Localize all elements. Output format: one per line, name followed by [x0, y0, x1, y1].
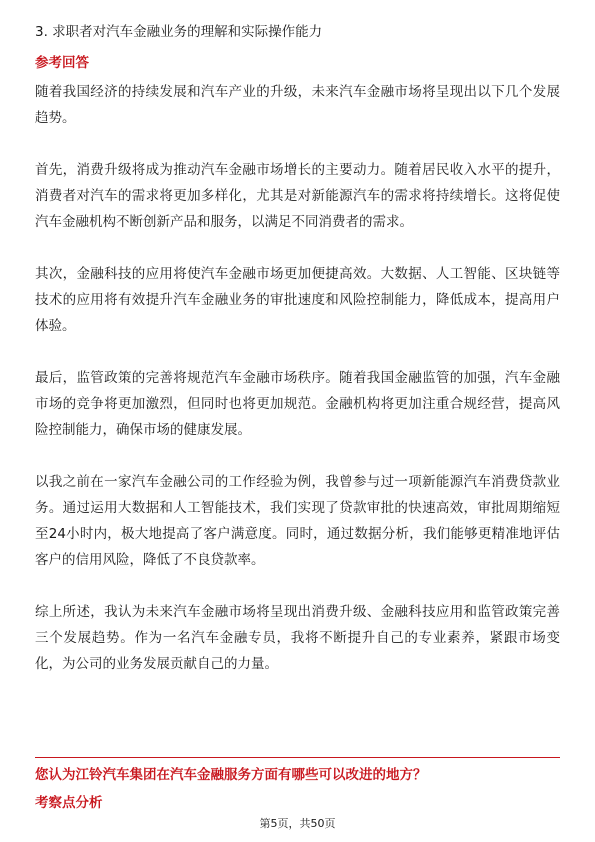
paragraph-second: 其次，金融科技的应用将使汽车金融市场更加便捷高效。大数据、人工智能、区块链等技术的应用将有效提升汽车金融业务的审批速度和风险控制能力，降低成本，提高用户体验。	[35, 266, 560, 334]
page-footer: 第5页，共50页	[259, 817, 336, 830]
page-body	[35, 22, 560, 677]
analysis-heading: 考察点分析	[35, 795, 103, 811]
paragraph-gap	[35, 339, 560, 365]
paragraph-summary: 综上所述，我认为未来汽车金融市场将呈现出消费升级、金融科技应用和监管政策完善三个发展趋势。作为一名汽车金融专员，我将不断提升自己的专业素养，紧跟市场变化，为公司的业务发展贡献自己的力量。	[35, 604, 560, 672]
paragraph-gap	[35, 131, 560, 157]
paragraph-gap	[35, 443, 560, 469]
paragraph-gap	[35, 235, 560, 261]
question-title: 3. 求职者对汽车金融业务的理解和实际操作能力	[35, 24, 323, 40]
section-divider	[35, 757, 560, 758]
paragraph-first: 首先，消费升级将成为推动汽车金融市场增长的主要动力。随着居民收入水平的提升，消费者对汽车的需求将更加多样化，尤其是对新能源汽车的需求将持续增长。这将促使汽车金融机构不断创新产品和服务，以满足不同消费者的需求。	[35, 162, 560, 230]
next-question-title: 您认为江铃汽车集团在汽车金融服务方面有哪些可以改进的地方？	[35, 767, 427, 783]
paragraph-gap	[35, 573, 560, 599]
paragraph-intro: 随着我国经济的持续发展和汽车产业的升级，未来汽车金融市场将呈现出以下几个发展趋势。	[35, 84, 560, 126]
paragraph-experience: 以我之前在一家汽车金融公司的工作经验为例，我曾参与过一项新能源汽车消费贷款业务。通过运用大数据和人工智能技术，我们实现了贷款审批的快速高效，审批周期缩短至24小时内，极大地提高了客户满意度。同时，通过数据分析，我们能够更精准地评估客户的信用风险，降低了不良贷款率。	[35, 474, 560, 568]
paragraph-last: 最后，监管政策的完善将规范汽车金融市场秩序。随着我国金融监管的加强，汽车金融市场的竞争将更加激烈，但同时也将更加规范。金融机构将更加注重合规经营，提高风险控制能力，确保市场的健康发展。	[35, 370, 560, 438]
answer-heading: 参考回答	[35, 55, 89, 71]
